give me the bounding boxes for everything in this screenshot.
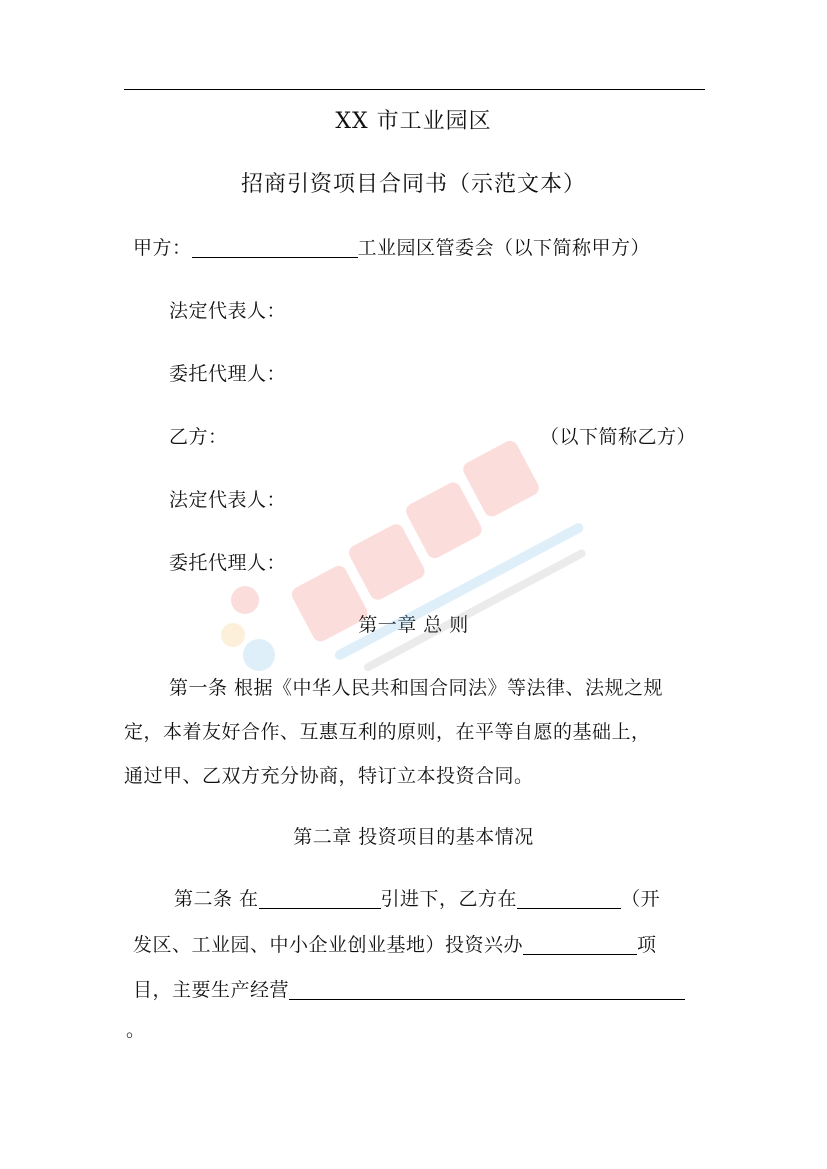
party-a-legal-rep: 法定代表人： [169, 300, 287, 322]
article-1-line-1: 第一条 根据《中华人民共和国合同法》等法律、法规之规 [169, 677, 664, 699]
article-1-line-2: 定，本着友好合作、互惠互利的原则，在平等自愿的基础上， [124, 721, 651, 743]
article-2-part-2: 引进下，乙方在 [380, 888, 518, 910]
party-a-name-blank [192, 237, 358, 258]
party-b-suffix: （以下简称乙方） [540, 426, 697, 448]
introducer-blank [259, 888, 381, 909]
article-2-line-2 [133, 933, 657, 957]
article-2-part-6: 目，主要生产经营 [133, 979, 290, 1001]
party-a-agent: 委托代理人： [169, 363, 287, 385]
party-a-suffix: 工业园区管委会（以下简称甲方） [357, 237, 651, 259]
location-blank [517, 888, 621, 909]
article-2-part-1: 第二条 在 [174, 888, 259, 910]
article-2-part-3: （开 [621, 888, 661, 910]
business-scope-blank [289, 979, 685, 1000]
party-b-label: 乙方： [169, 426, 228, 448]
party-a-label: 甲方： [133, 237, 192, 259]
party-b-legal-rep: 法定代表人： [169, 489, 287, 511]
article-2-part-5: 项 [637, 934, 657, 956]
document-title: XX 市工业园区 [335, 109, 492, 134]
article-2-line-1 [174, 887, 660, 911]
document-subtitle: 招商引资项目合同书（示范文本） [240, 172, 586, 197]
party-a-line [133, 236, 650, 260]
party-b-agent: 委托代理人： [169, 552, 287, 574]
chapter-2-heading: 第二章 投资项目的基本情况 [293, 826, 534, 848]
article-2-line-3 [133, 978, 685, 1002]
article-2-end: 。 [126, 1019, 146, 1041]
article-2-part-4: 发区、工业园、中小企业创业基地）投资兴办 [133, 934, 524, 956]
project-name-blank [523, 934, 637, 955]
chapter-1-heading: 第一章 总 则 [358, 614, 469, 636]
top-rule [124, 89, 705, 90]
article-1-line-3: 通过甲、乙双方充分协商，特订立本投资合同。 [124, 765, 534, 787]
